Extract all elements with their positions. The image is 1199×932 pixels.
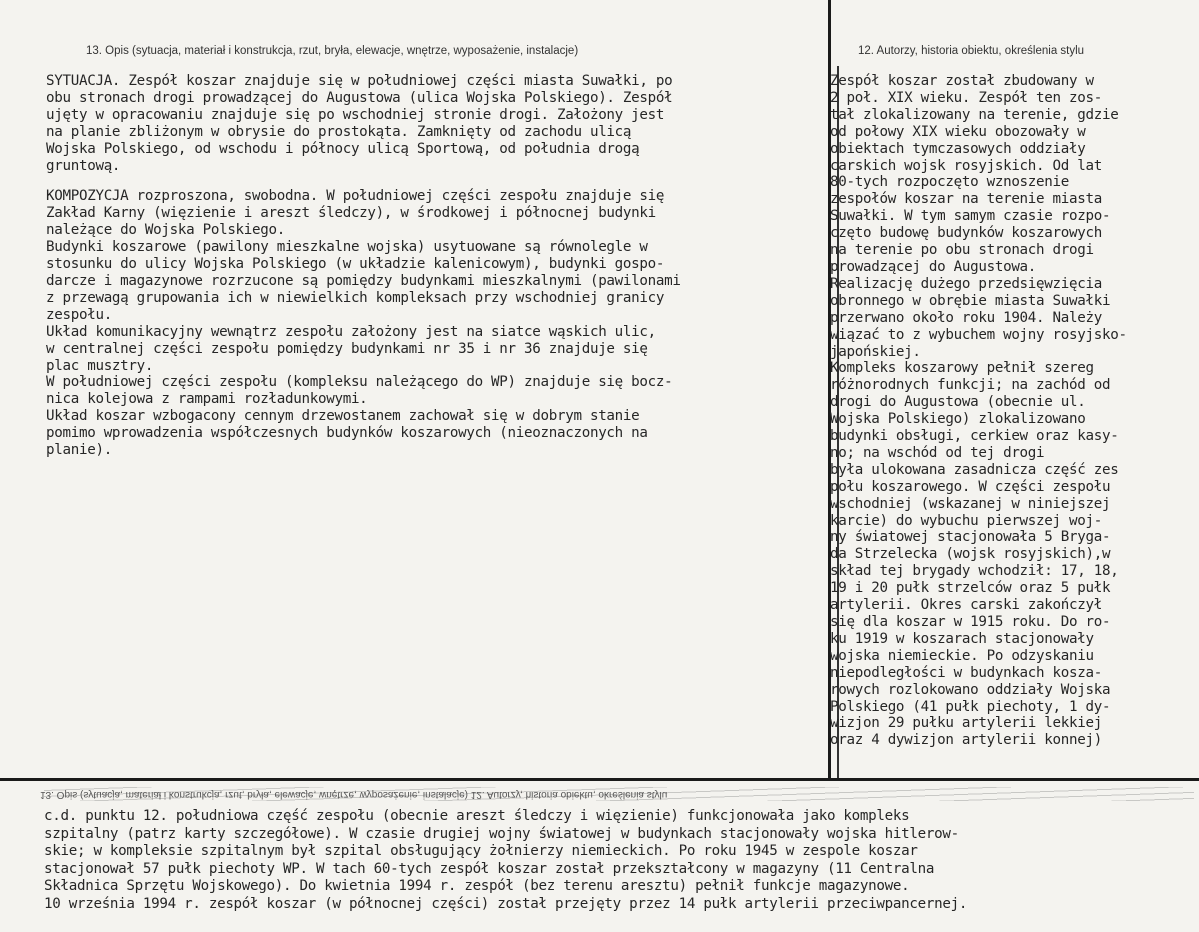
text-line: obu stronach drogi prowadzącej do Augustowa (ulica Wojska Polskiego). Zespół <box>46 89 673 106</box>
text-line: carskich wojsk rosyjskich. Od lat <box>830 157 1102 174</box>
text-line: Składnica Sprzętu Wojskowego). Do kwietnia 1994 r. zespół (bez terenu aresztu) pełnił funkcje magazynowe. <box>44 878 910 894</box>
text-line: Układ komunikacyjny wewnątrz zespołu założony jest na siatce wąskich ulic, <box>46 323 656 340</box>
text-line: ny światowej stacjonowała 5 Bryga- <box>830 529 1111 546</box>
text-line: 19 i 20 pułk strzelców oraz 5 pułk <box>830 580 1111 597</box>
text-line: drogi do Augustowa (obecnie ul. <box>830 394 1086 411</box>
text-line: Układ koszar wzbogacony cennym drzewostanem zachował się w dobrym stanie <box>46 408 640 425</box>
text-line: 2 poł. XIX wieku. Zespół ten zos- <box>830 89 1102 106</box>
text-line: była ulokowana zasadnicza część zes <box>830 461 1119 478</box>
text-line: gruntową. <box>46 157 121 174</box>
text-line: szpitalny (patrz karty szczegółowe). W czasie drugiej wojny światowej w budynkach stacjonowały wojska hitlerow- <box>44 825 959 842</box>
text-line: oraz 4 dywizjon artylerii konnej) <box>830 732 1102 749</box>
text-line: 10 września 1994 r. zespół koszar (w północnej części) został przejęty przez 14 pułk artylerii przeciwpancernej. <box>44 895 968 912</box>
text-line: artylerii. Okres carski zakończył <box>830 597 1102 614</box>
text-line: wizjon 29 pułku artylerii lekkiej <box>830 715 1102 732</box>
text-line: wschodniej (wskazanej w niniejszej <box>830 495 1111 512</box>
description-column <box>46 73 826 459</box>
text-line: Zakład Karny (więzienie i areszt śledczy), w środkowej i północnej budynki <box>46 205 656 222</box>
text-line: japońskiej. <box>830 343 921 360</box>
text-line: obiektach tymczasowych oddziały <box>830 140 1086 157</box>
text-line: no; na wschód od tej drogi <box>830 444 1045 461</box>
mirrored-header-text: 13. Opis (sytuacja, materiał i konstrukcja, rzut, bryła, elewacje, wnętrze, wyposażenie, instalacje) 12. Autorzy, historia obiektu, określenia stylu <box>40 789 668 800</box>
text-line: Kompleks koszarowy pełnił szereg <box>830 360 1094 377</box>
text-line: pomimo wprowadzenia współczesnych budynków koszarowych (nieoznaczonych na <box>46 425 648 442</box>
text-line: zespołu. <box>46 306 112 323</box>
text-line: zespołów koszar na terenie miasta <box>830 191 1102 208</box>
text-line: Zespół koszar został zbudowany w <box>830 73 1094 89</box>
text-line: SYTUACJA. Zespół koszar znajduje się w południowej części miasta Suwałki, po <box>46 73 673 89</box>
text-line: c.d. punktu 12. południowa część zespołu (obecnie areszt śledczy i więzienie) funkcjonowała jako kompleks <box>44 808 910 824</box>
text-line: da Strzelecka (wojsk rosyjskich),w <box>830 546 1111 563</box>
text-line: się dla koszar w 1915 roku. Do ro- <box>830 614 1111 630</box>
text-line: ku 1919 w koszarach stacjonowały <box>830 630 1094 647</box>
text-line: Budynki koszarowe (pawilony mieszkalne wojska) usytuowane są równolegle w <box>46 239 648 256</box>
text-line: nica kolejowa z rampami rozładunkowymi. <box>46 391 368 408</box>
text-line: Wojska Polskiego) zlokalizowano <box>830 411 1086 428</box>
text-line: budynki obsługi, cerkiew oraz kasy- <box>830 428 1119 445</box>
text-line: na terenie po obu stronach drogi <box>830 242 1094 259</box>
text-line: skie; w kompleksie szpitalnym był szpital obsługujący żołnierzy niemieckich. Po roku 1945 w zespole koszar <box>44 843 918 859</box>
text-line: wojska niemieckie. Po odzyskaniu <box>830 647 1094 664</box>
text-line: tał zlokalizowany na terenie, gdzie <box>830 106 1119 123</box>
text-line: stosunku do ulicy Wojska Polskiego (w układzie kalenicowym), budynki gospo- <box>46 256 665 273</box>
text-line: różnorodnych funkcji; na zachód od <box>830 377 1111 394</box>
history-column <box>830 73 1199 749</box>
text-line: KOMPOZYCJA rozproszona, swobodna. W południowej części zespołu znajduje się <box>46 188 665 205</box>
text-line: wiązać to z wybuchem wojny rosyjsko- <box>830 326 1127 343</box>
section-13-header: 13. Opis (sytuacja, materiał i konstrukcja, rzut, bryła, elewacje, wnętrze, wyposażenie, instalacje) <box>86 45 579 57</box>
text-line: w centralnej części zespołu pomiędzy budynkami nr 35 i nr 36 znajduje się <box>46 340 648 357</box>
text-line: darcze i magazynowe rozrzucone są pomiędzy budynkami mieszkalnymi (pawilonami <box>46 272 681 289</box>
text-line: plac musztry. <box>46 357 154 374</box>
text-line: połu koszarowego. W części zespołu <box>830 478 1111 495</box>
text-line: Realizację dużego przedsięwzięcia <box>830 275 1102 292</box>
text-line: obronnego w obrębie miasta Suwałki <box>830 292 1111 309</box>
text-line: należące do Wojska Polskiego. <box>46 222 286 239</box>
section-divider <box>0 778 1199 781</box>
text-line: z przewagą grupowania ich w niewielkich kompleksach przy wschodniej granicy <box>46 289 665 306</box>
text-line: niepodległości w budynkach kosza- <box>830 664 1102 681</box>
text-line: częto budowę budynków koszarowych <box>830 225 1102 242</box>
text-line: W południowej części zespołu (kompleksu należącego do WP) znajduje się bocz- <box>46 374 673 391</box>
text-line: 80-tych rozpoczęto wznoszenie <box>830 174 1070 191</box>
text-line: karcie) do wybuchu pierwszej woj- <box>830 512 1102 529</box>
text-line: prowadzącej do Augustowa. <box>830 258 1037 275</box>
text-line: planie). <box>46 442 112 459</box>
continuation-text <box>44 808 1194 913</box>
text-line: Polskiego (41 pułk piechoty, 1 dy- <box>830 698 1111 715</box>
section-12-header: 12. Autorzy, historia obiektu, określenia stylu <box>858 45 1085 57</box>
text-line: Wojska Polskiego, od wschodu i północy ulicą Sportową, od południa drogą <box>46 140 640 157</box>
text-line: skład tej brygady wchodził: 17, 18, <box>830 563 1119 580</box>
text-line: przerwano około roku 1904. Należy <box>830 309 1102 326</box>
text-line: od połowy XIX wieku obozowały w <box>830 123 1086 140</box>
text-line: na planie zbliżonym w obrysie do prostokąta. Zamknięty od zachodu ulicą <box>46 123 632 140</box>
text-line: ujęty w opracowaniu znajduje się po wschodniej stronie drogi. Założony jest <box>46 106 665 123</box>
text-line: stacjonował 57 pułk piechoty WP. W tach 60-tych zespół koszar został przekształcony w magazyny (11 Centralna <box>44 860 935 877</box>
text-line: Suwałki. W tym samym czasie rozpo- <box>830 208 1111 225</box>
text-line: rowych rozlokowano oddziały Wojska <box>830 681 1111 698</box>
